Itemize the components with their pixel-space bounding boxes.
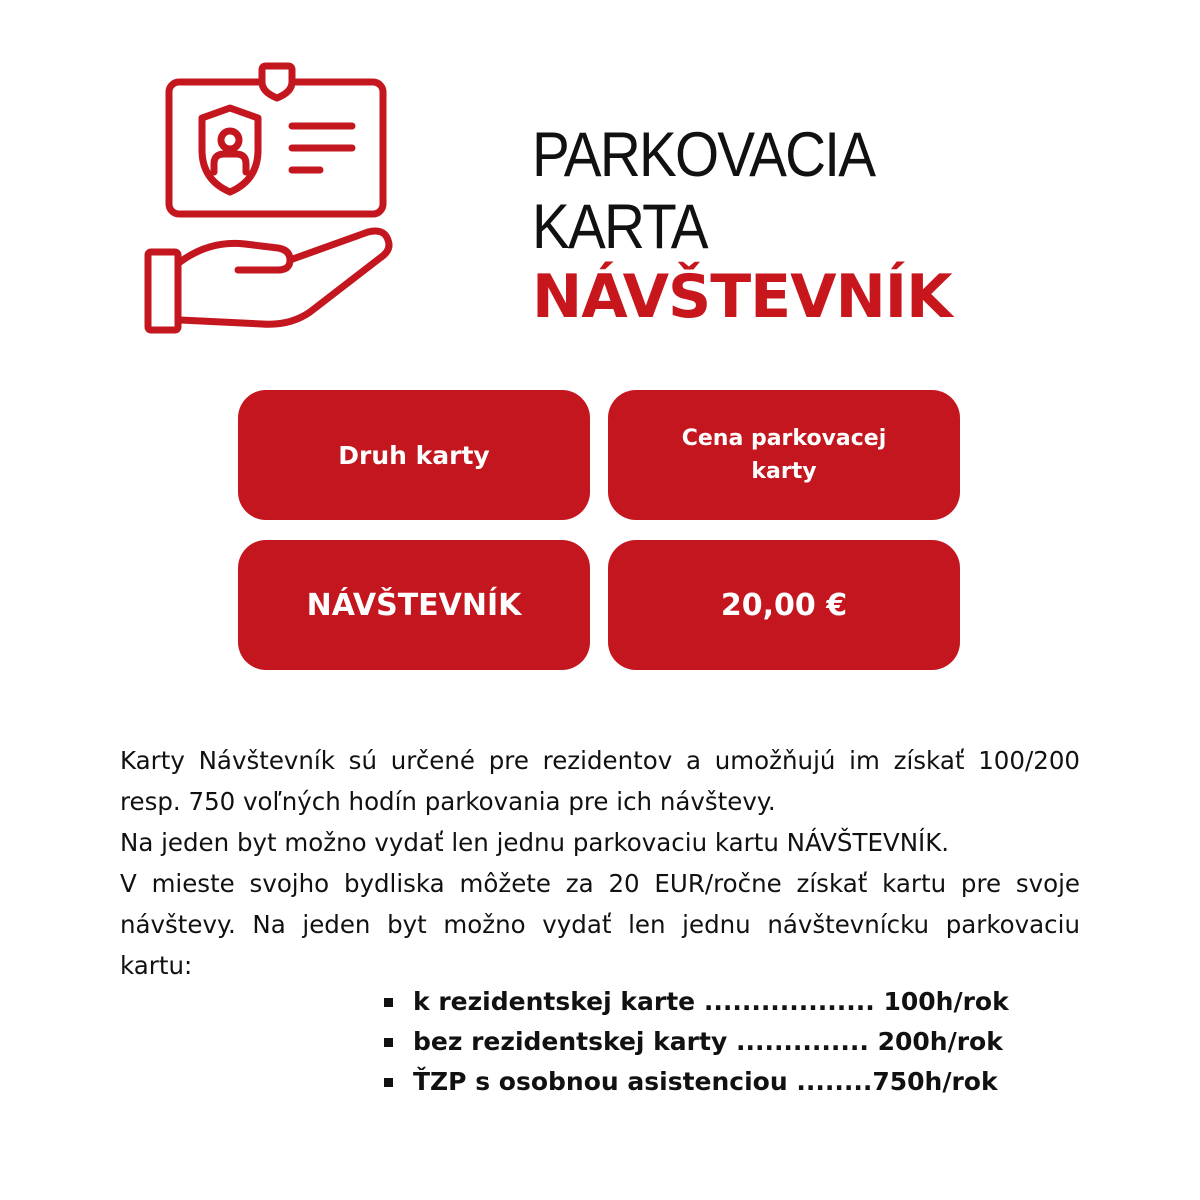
card-price-header [608, 390, 960, 520]
bullet-icon [384, 998, 393, 1007]
bullet-icon [384, 1038, 393, 1047]
paragraph-2: Na jeden byt možno vydať len jednu parkovaciu kartu NÁVŠTEVNÍK. [120, 828, 950, 857]
card-price-value [608, 540, 960, 670]
card-price-header-label: Cena parkovacej karty [681, 426, 887, 484]
list-item-text: bez rezidentskej karty .............. 200h/rok [413, 1027, 1003, 1056]
list-item-text: ŤZP s osobnou asistenciou ........750h/rok [413, 1067, 998, 1096]
card-type-value [238, 540, 590, 670]
card-price-value-label: 20,00 € [720, 587, 848, 623]
title-line-3: NÁVŠTEVNÍK [532, 262, 952, 332]
description [120, 740, 1080, 986]
card-type-header-label: Druh karty [338, 440, 490, 470]
hand-holding-id-card-icon [140, 62, 410, 342]
card-type-value-label: NÁVŠTEVNÍK [306, 587, 522, 623]
list-item-text: k rezidentskej karte .................. 100h/rok [413, 987, 1009, 1016]
title-line-1: PARKOVACIA [532, 120, 875, 190]
bullet-icon [384, 1078, 393, 1087]
title-line-2: KARTA [532, 192, 707, 262]
paragraph-1: Karty Návštevník sú určené pre rezidentov a umožňujú im získať 100/200 resp. 750 voľných hodín parkovania pre ich návštevy. [120, 746, 1080, 816]
paragraph-3: V mieste svojho bydliska môžete za 20 EUR/ročne získať kartu pre svoje návštevy. Na jeden byt možno vydať len jednu návštevnícku parkovaciu kartu: [120, 869, 1080, 980]
card-type-header [238, 390, 590, 520]
